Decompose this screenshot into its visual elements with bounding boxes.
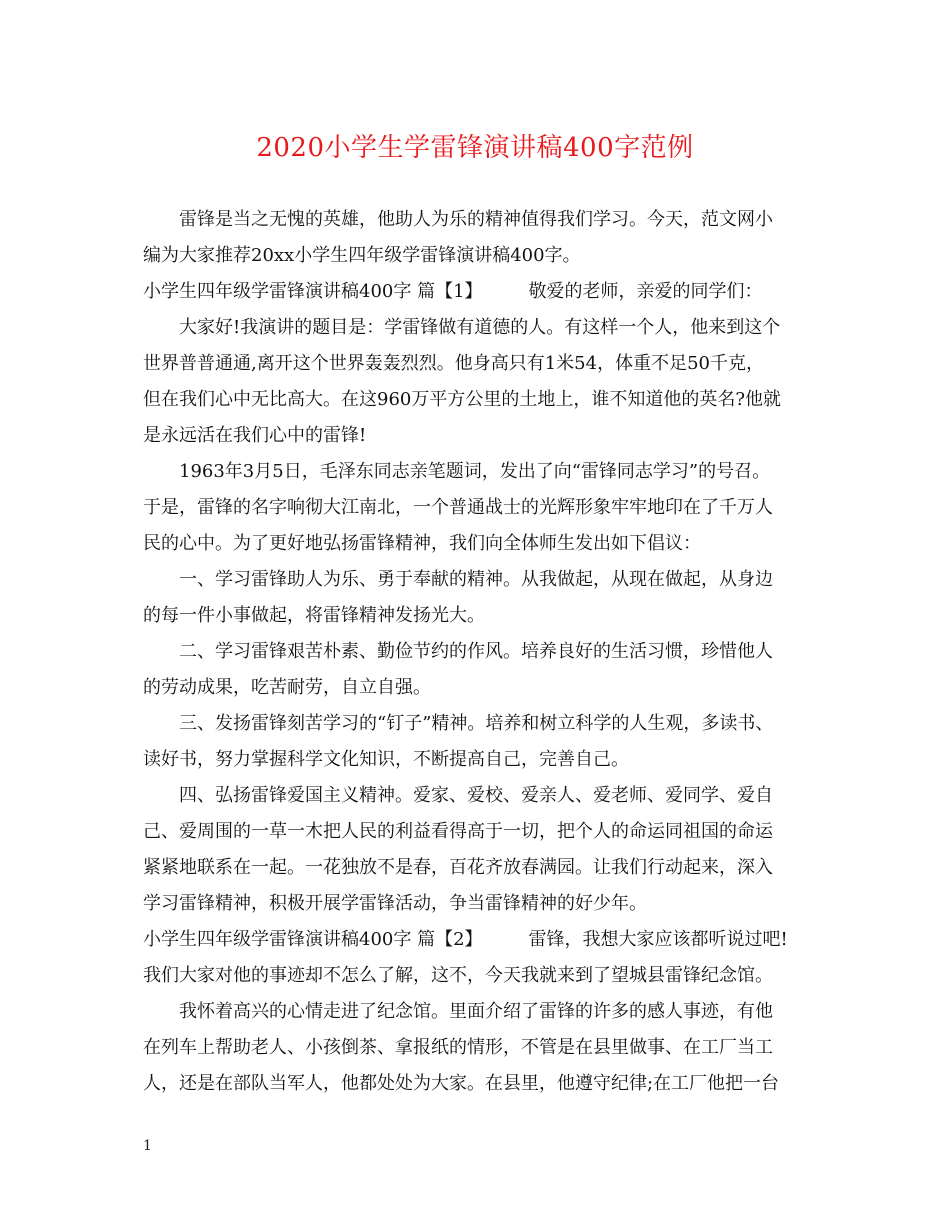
text-line [143,886,813,922]
text-line-content: 三、发扬雷锋刻苦学习的“钉子”精神。培养和树立科学的人生观，多读书、 [179,713,774,734]
text-line-content: 小学生四年级学雷锋演讲稿400字 篇【1】 [143,281,483,302]
text-line [143,346,813,382]
text-line-content: 于是，雷锋的名字响彻大江南北，一个普通战士的光辉形象牢牢地印在了千万人 [143,497,773,518]
text-line [143,670,813,706]
text-line-content: 但在我们心中无比高大。在这960万平方公里的土地上，谁不知道他的英名?他就 [143,389,782,410]
text-line-content: 1963年3月5日，毛泽东同志亲笔题词，发出了向“雷锋同志学习”的号召。 [179,461,771,482]
text-line-content: 我们大家对他的事迹却不怎么了解，这不，今天我就来到了望城县雷锋纪念馆。 [143,965,773,986]
text-line [143,1030,813,1066]
text-line [143,778,813,814]
text-line-content: 学习雷锋精神，积极开展学雷锋活动，争当雷锋精神的好少年。 [143,893,647,914]
text-line [143,238,813,274]
text-line [143,958,813,994]
text-line [143,454,813,490]
text-line [143,490,813,526]
document-title: 2020小学生学雷锋演讲稿400字范例 [256,133,694,163]
text-line-content: 在列车上帮助老人、小孩倒茶、拿报纸的情形，不管是在县里做事、在工厂当工 [143,1037,773,1058]
text-line-content: 己、爱周围的一草一木把人民的利益看得高于一切，把个人的命运同祖国的命运 [143,821,773,842]
text-line [143,382,813,418]
text-line-content: 民的心中。为了更好地弘扬雷锋精神，我们向全体师生发出如下倡议： [143,533,701,554]
text-line [143,922,813,958]
text-line [143,814,813,850]
text-line-continuation: 敬爱的老师，亲爱的同学们： [528,281,763,302]
text-line [143,634,813,670]
text-line-content: 四、弘扬雷锋爱国主义精神。爱家、爱校、爱亲人、爱老师、爱同学、爱自 [179,785,773,806]
text-line [143,562,813,598]
text-line-continuation: 雷锋，我想大家应该都听说过吧! [528,929,788,950]
text-line-content: 雷锋是当之无愧的英雄，他助人为乐的精神值得我们学习。今天，范文网小 [179,209,773,230]
text-line [143,274,813,310]
text-line [143,202,813,238]
text-line-content: 人，还是在部队当军人，他都处处为大家。在县里，他遵守纪律;在工厂他把一台 [143,1073,780,1094]
text-line [143,526,813,562]
page-number: 1 [143,1138,152,1154]
text-line [143,994,813,1030]
text-line-content: 一、学习雷锋助人为乐、勇于奉献的精神。从我做起，从现在做起，从身边 [179,569,773,590]
document-body [143,202,813,1102]
text-line [143,742,813,778]
text-line-content: 的每一件小事做起，将雷锋精神发扬光大。 [143,605,485,626]
text-line-content: 我怀着高兴的心情走进了纪念馆。里面介绍了雷锋的许多的感人事迹，有他 [179,1001,773,1022]
text-line-content: 世界普普通通,离开这个世界轰轰烈烈。他身高只有1米54，体重不足50千克， [143,353,764,374]
text-line [143,310,813,346]
text-line-content: 是永远活在我们心中的雷锋! [143,425,367,446]
text-line-content: 小学生四年级学雷锋演讲稿400字 篇【2】 [143,929,483,950]
text-line [143,1066,813,1102]
text-line-content: 二、学习雷锋艰苦朴素、勤俭节约的作风。培养良好的生活习惯，珍惜他人 [179,641,773,662]
text-line-content: 大家好!我演讲的题目是：学雷锋做有道德的人。有这样一个人，他来到这个 [179,317,781,338]
text-line [143,706,813,742]
text-line [143,598,813,634]
text-line-content: 的劳动成果，吃苦耐劳，自立自强。 [143,677,431,698]
text-line [143,418,813,454]
text-line-content: 编为大家推荐20xx小学生四年级学雷锋演讲稿400字。 [143,245,581,266]
text-line [143,850,813,886]
text-line-content: 紧紧地联系在一起。一花独放不是春，百花齐放春满园。让我们行动起来，深入 [143,857,773,878]
text-line-content: 读好书，努力掌握科学文化知识，不断提高自己，完善自己。 [143,749,629,770]
